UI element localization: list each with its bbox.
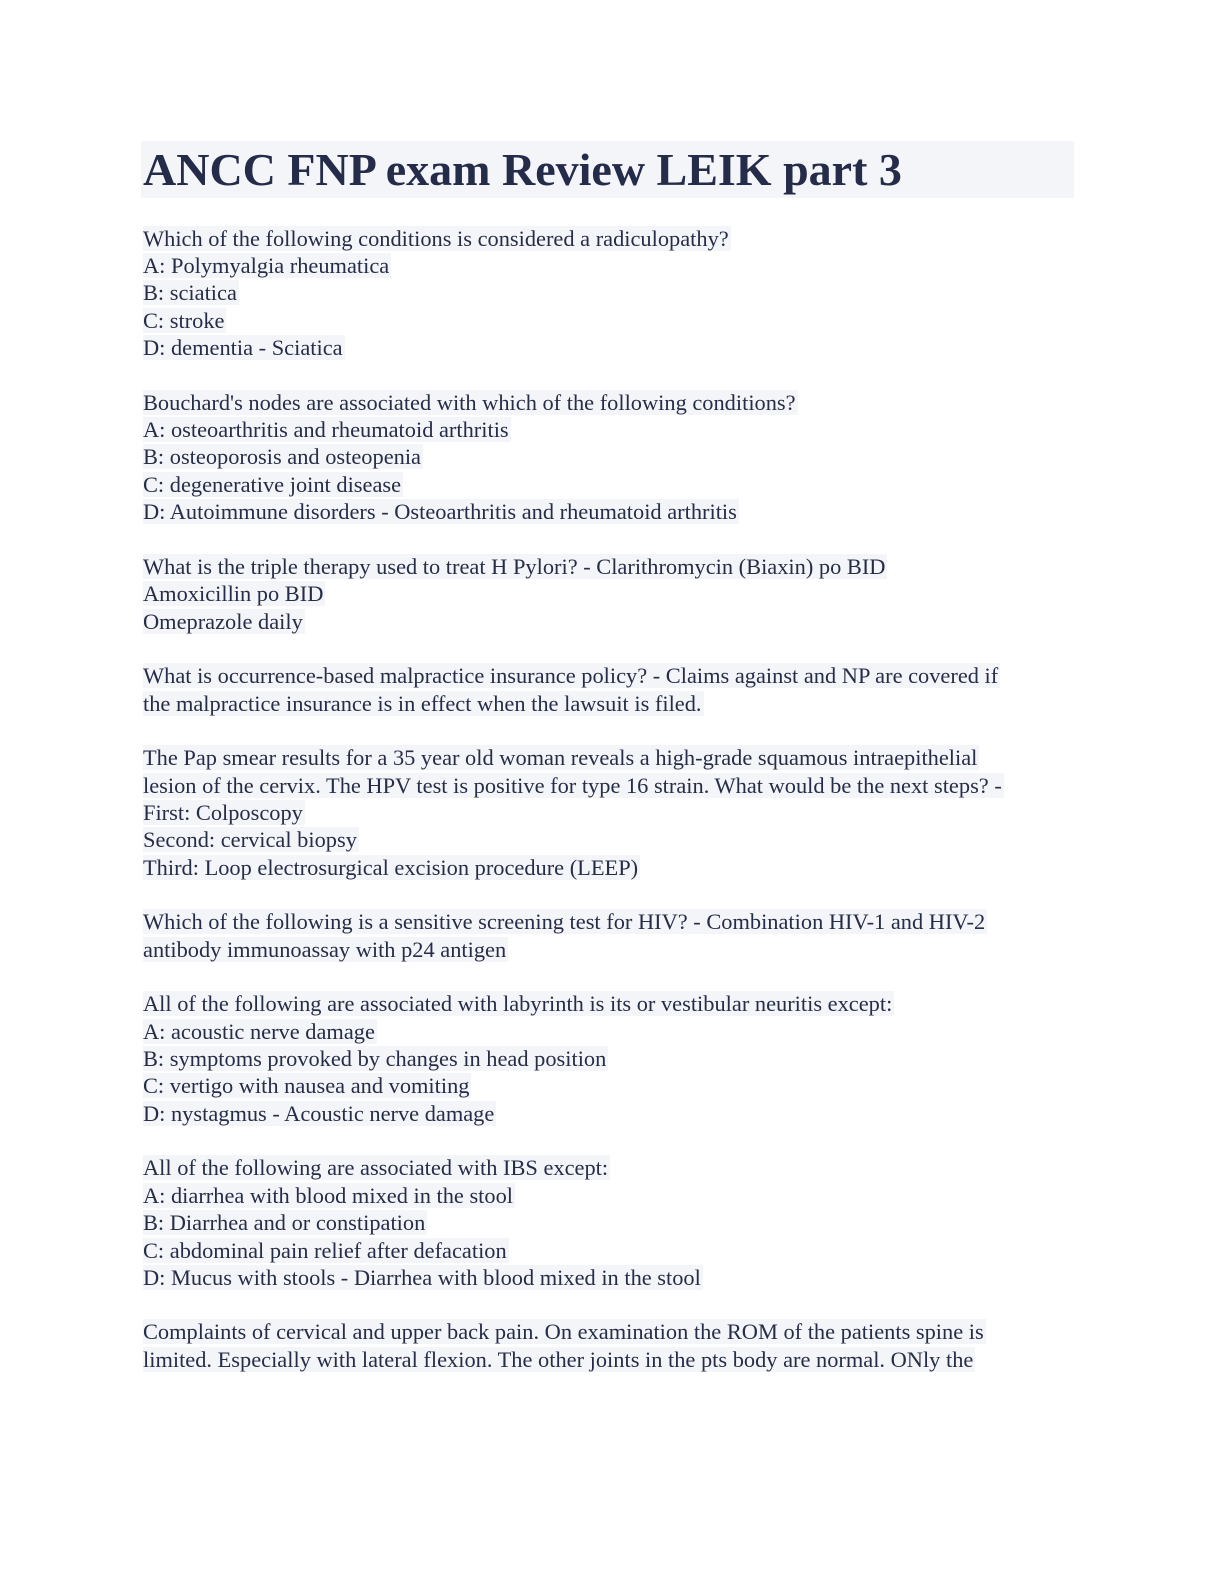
text-line: the malpractice insurance is in effect when the lawsuit is filed. [143, 691, 702, 716]
document-title: ANCC FNP exam Review LEIK part 3 [143, 144, 902, 195]
text-line: Second: cervical biopsy [143, 827, 357, 852]
text-line: B: sciatica [143, 280, 237, 305]
text-line: Amoxicillin po BID [143, 581, 324, 606]
text-line: Omeprazole daily [143, 609, 303, 634]
text-line: All of the following are associated with labyrinth is its or vestibular neuritis except: [143, 991, 893, 1016]
text-line: Bouchard's nodes are associated with which of the following conditions? [143, 390, 796, 415]
text-line: A: osteoarthritis and rheumatoid arthritis [143, 417, 509, 442]
text-line: D: Autoimmune disorders - Osteoarthritis and rheumatoid arthritis [143, 499, 737, 524]
text-line: What is the triple therapy used to treat H Pylori? - Clarithromycin (Biaxin) po BID [143, 554, 886, 579]
text-line: D: nystagmus - Acoustic nerve damage [143, 1101, 495, 1126]
text-line: The Pap smear results for a 35 year old woman reveals a high-grade squamous intraepithelial [143, 745, 978, 770]
text-line: D: Mucus with stools - Diarrhea with blood mixed in the stool [143, 1265, 701, 1290]
text-line: B: osteoporosis and osteopenia [143, 444, 421, 469]
text-line: lesion of the cervix. The HPV test is positive for type 16 strain. What would be the next steps? - [143, 773, 1002, 798]
text-line: A: diarrhea with blood mixed in the stool [143, 1183, 514, 1208]
text-line: A: acoustic nerve damage [143, 1019, 375, 1044]
text-line: What is occurrence-based malpractice insurance policy? - Claims against and NP are covered if [143, 663, 999, 688]
text-line: Complaints of cervical and upper back pain. On examination the ROM of the patients spine is [143, 1319, 984, 1344]
text-line: Third: Loop electrosurgical excision procedure (LEEP) [143, 855, 639, 880]
text-line: C: vertigo with nausea and vomiting [143, 1073, 470, 1098]
text-line: B: Diarrhea and or constipation [143, 1210, 426, 1235]
text-line: B: symptoms provoked by changes in head position [143, 1046, 607, 1071]
text-line: C: abdominal pain relief after defacation [143, 1238, 507, 1263]
text-line: A: Polymyalgia rheumatica [143, 253, 390, 278]
text-line: antibody immunoassay with p24 antigen [143, 937, 507, 962]
text-line: C: degenerative joint disease [143, 472, 402, 497]
text-line: D: dementia - Sciatica [143, 335, 343, 360]
text-line: C: stroke [143, 308, 225, 333]
text-line: limited. Especially with lateral flexion. The other joints in the pts body are normal. ONly the [143, 1347, 974, 1372]
text-line: Which of the following is a sensitive screening test for HIV? - Combination HIV-1 and HIV-2 [143, 909, 986, 934]
text-line: All of the following are associated with IBS except: [143, 1155, 609, 1180]
text-line: First: Colposcopy [143, 800, 303, 825]
text-line: Which of the following conditions is considered a radiculopathy? [143, 226, 729, 251]
